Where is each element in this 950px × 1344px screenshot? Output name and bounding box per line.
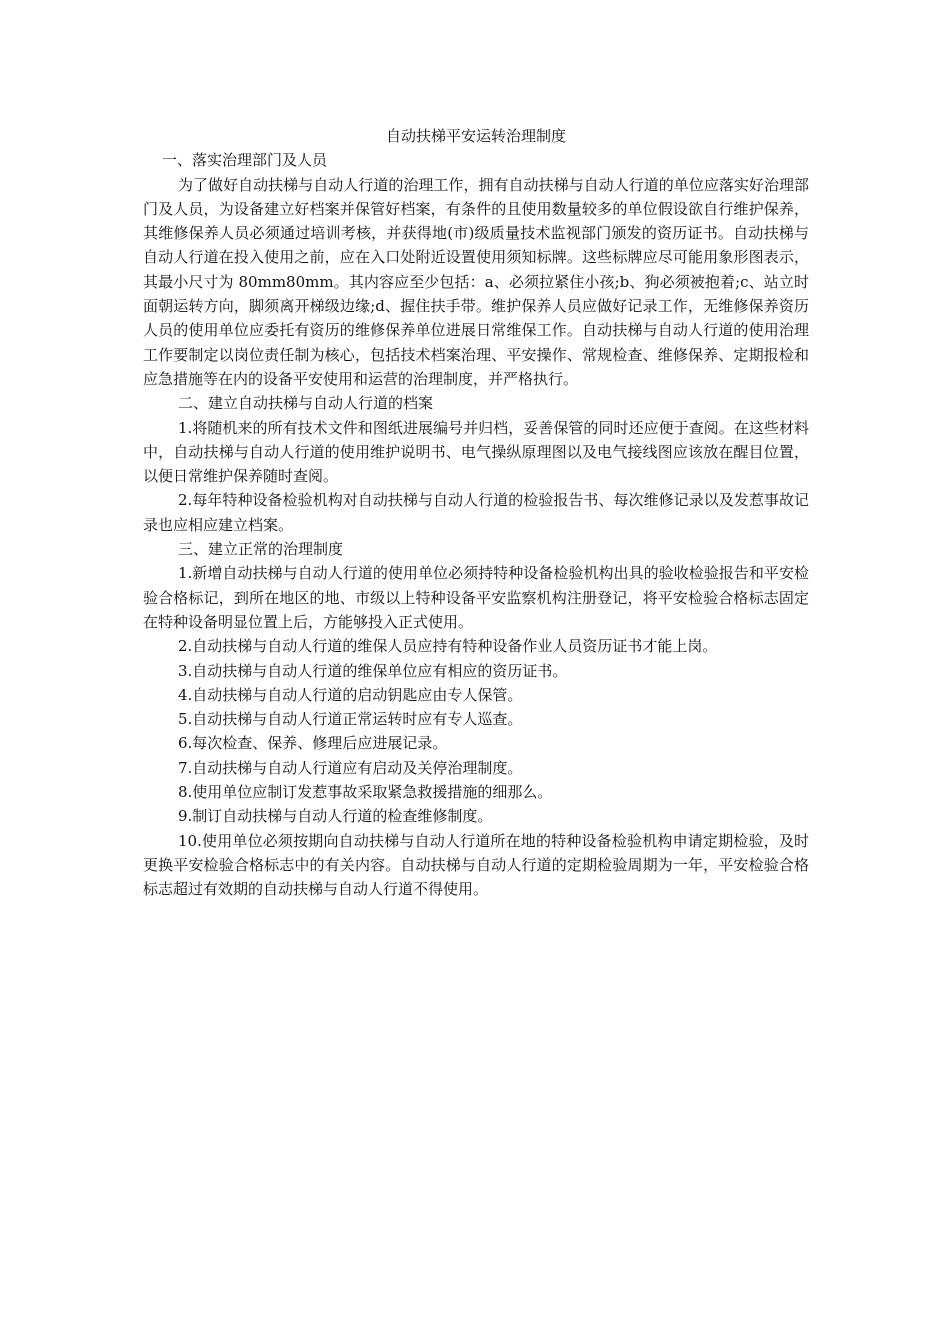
- paragraph: 5.自动扶梯与自动人行道正常运转时应有专人巡查。: [178, 710, 523, 729]
- section-heading: 三、建立正常的治理制度: [178, 540, 344, 559]
- paragraph: 7.自动扶梯与自动人行道应有启动及关停治理制度。: [178, 758, 523, 777]
- paragraph: 3.自动扶梯与自动人行道的维保单位应有相应的资历证书。: [178, 661, 568, 680]
- paragraph: 10.使用单位必须按期向自动扶梯与自动人行道所在地的特种设备检验机构申请定期检验，及时更换平安检验合格标志中的有关内容。自动扶梯与自动人行道的定期检验周期为一年，平安检验合格标志超过有效期的自动扶梯与自动人行道不得使用。: [143, 831, 809, 899]
- paragraph: 4.自动扶梯与自动人行道的启动钥匙应由专人保管。: [178, 685, 523, 704]
- paragraph: 6.每次检查、保养、修理后应进展记录。: [178, 734, 448, 753]
- paragraph: 9.制订自动扶梯与自动人行道的检查维修制度。: [178, 807, 493, 826]
- paragraph: 2.自动扶梯与自动人行道的维保人员应持有特种设备作业人员资历证书才能上岗。: [178, 637, 718, 656]
- section-heading: 二、建立自动扶梯与自动人行道的档案: [178, 394, 434, 413]
- paragraph: 2.每年特种设备检验机构对自动扶梯与自动人行道的检验报告书、每次维修记录以及发惹事故记录也应相应建立档案。: [143, 491, 809, 534]
- document-title: 自动扶梯平安运转治理制度: [385, 127, 566, 145]
- paragraph: 1.新增自动扶梯与自动人行道的使用单位必须持特种设备检验机构出具的验收检验报告和平安检验合格标记，到所在地区的地、市级以上特种设备平安监察机构注册登记，将平安检验合格标志固定在特种设备明显位置上后，方能够投入正式使用。: [143, 564, 809, 631]
- section-heading: 一、落实治理部门及人员: [162, 151, 328, 170]
- paragraph: 为了做好自动扶梯与自动人行道的治理工作，拥有自动扶梯与自动人行道的单位应落实好治理部门及人员，为设备建立好档案并保管好档案，有条件的且使用数量较多的单位假设欲自行维护保养，其维修保养人员必须通过培训考核，并获得地(市)级质量技术监视部门颁发的资历证书。自动扶梯与自动人行道在投入使用之前，应在入口处附近设置使用须知标牌。这些标牌应尽可能用象形图表示，其最小尺寸为 80mm80mm。其内容应至少包括：a、必须拉紧住小孩;b、狗必须被抱着;c、站立时面朝运转方向，脚须离开梯级边缘;d、握住扶手带。维护保养人员应做好记录工作，无维修保养资历人员的使用单位应委托有资历的维修保养单位进展日常维保工作。自动扶梯与自动人行道的使用治理工作要制定以岗位责任制为核心，包括技术档案治理、平安操作、常规检查、维修保养、定期报检和应急措施等在内的设备平安使用和运营的治理制度，并严格执行。: [143, 175, 809, 388]
- document-body: [143, 124, 809, 902]
- paragraph: 1.将随机来的所有技术文件和图纸进展编号并归档，妥善保管的同时还应便于查阅。在这些材料中，自动扶梯与自动人行道的使用维护说明书、电气操纵原理图以及电气接线图应该放在醒目位置，以便日常维护保养随时查阅。: [143, 418, 809, 486]
- paragraph: 8.使用单位应制订发惹事故采取紧急救援措施的细那么。: [178, 783, 553, 802]
